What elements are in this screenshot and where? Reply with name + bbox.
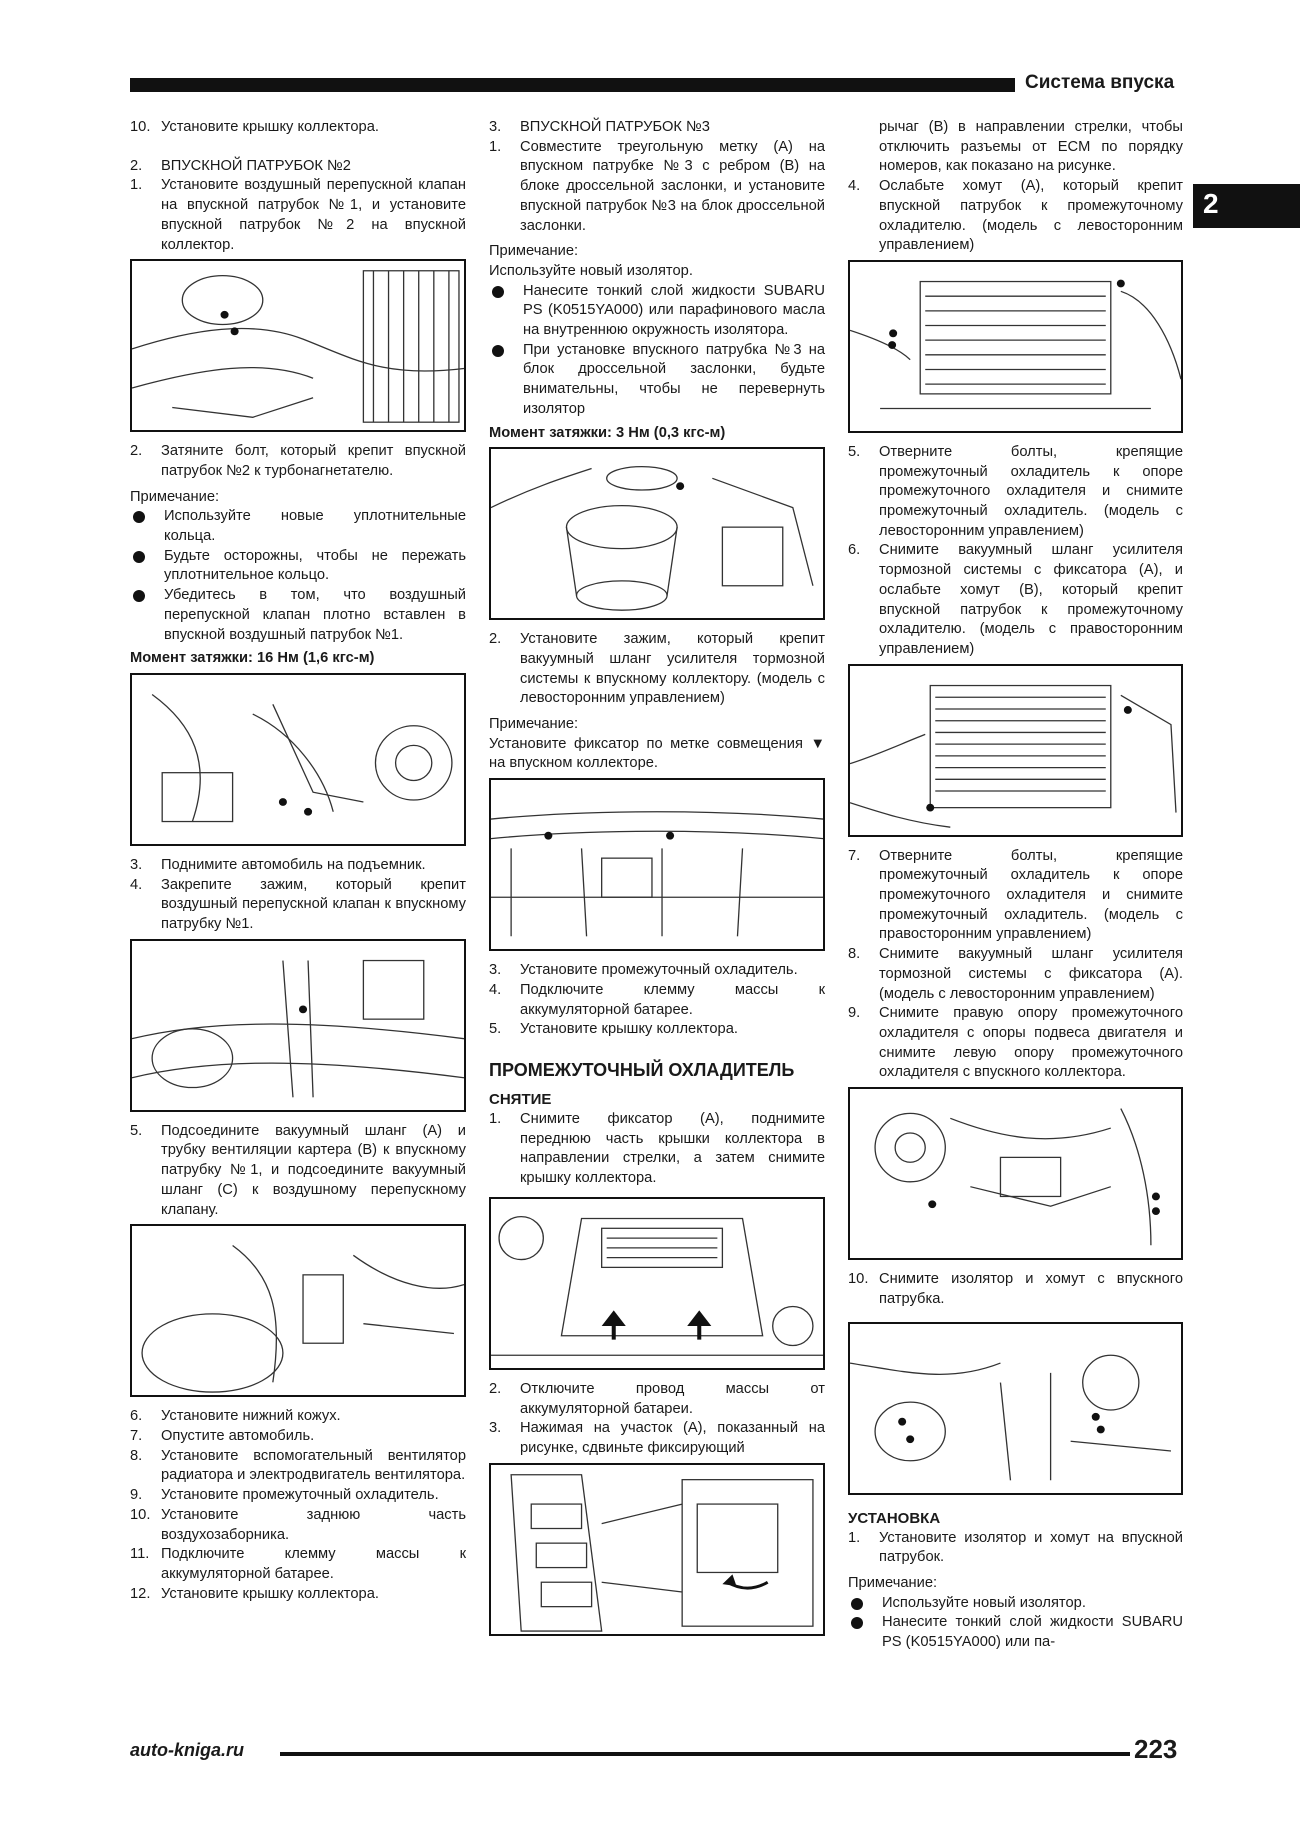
subheading-removal: СНЯТИЕ [489,1090,552,1108]
figure-manifold-cover [489,1197,825,1370]
column-2 [489,118,825,1646]
step: 4. Ослабьте хомут (A), который крепит впускной патрубок к промежуточному охладителю. (модель с левосторонним управлением) [848,178,1183,254]
section-title: Система впуска [1025,72,1175,93]
step: 7. Опустите автомобиль. [130,1427,315,1444]
figure-bypass-clamp [130,939,466,1112]
footer-site: auto-kniga.ru [130,1740,245,1760]
step: 3. Нажимая на участок (A), показанный на рисунке, сдвиньте фиксирующий [489,1420,825,1456]
note-bullet: Будьте осторожны, чтобы не пережать уплотнительное кольцо. [130,547,466,586]
page-number: 223 [1134,1734,1178,1764]
column-1 [130,118,466,1604]
header-rule [130,78,1015,92]
step: 3. Поднимите автомобиль на подъемник. [130,856,426,873]
step: 1. Снимите фиксатор (A), поднимите переднюю часть крышки коллектора в направлении стрелки, а затем снимите крышку коллектора. [489,1110,825,1187]
note-label: Примечание: [130,488,220,505]
footer-rule [280,1752,1130,1756]
step: 1. Установите изолятор и хомут на впускной патрубок. [848,1529,1183,1566]
step: 10. Снимите изолятор и хомут с впускного патрубка. [848,1271,1183,1307]
section-heading: 2. ВПУСКНОЙ ПАТРУБОК №2 [130,157,351,174]
step: 9. Снимите правую опору промежуточного охладителя с опоры подвеса двигателя и снимите левую опору промежуточного охладителя с впускного коллектора. [848,1005,1183,1081]
section-heading-intercooler: ПРОМЕЖУТОЧНЫЙ ОХЛАДИТЕЛЬ [489,1059,795,1080]
step-continuation: рычаг (B) в направлении стрелки, чтобы отключить разъемы от ECM по порядку номеров, как показано на рисунке. [879,119,1183,175]
step: 2. Отключите провод массы от аккумуляторной батареи. [489,1380,825,1417]
step: 3. Установите промежуточный охладитель. [489,962,798,979]
figure-intercooler-support [848,1087,1183,1260]
column-3 [848,118,1183,1653]
step: 12. Установите крышку коллектора. [130,1585,379,1602]
note-label: Примечание: [489,716,579,733]
step: 10. Установите крышку коллектора. [130,119,379,135]
note-label: Примечание: [489,243,579,260]
note-bullet: Используйте новый изолятор. [848,1594,1183,1614]
step: 2. Установите зажим, который крепит вакуумный шланг усилителя тормозной системы к впускному коллектору. (модель с левосторонним управлением) [489,631,825,707]
step: 8. Снимите вакуумный шланг усилителя тормозной системы с фиксатора (A). (модель с левосторонним управлением) [848,946,1183,1002]
figure-intercooler-lhd [848,260,1183,433]
figure-intercooler-rhd [848,664,1183,837]
step: 5. Подсоедините вакуумный шланг (A) и трубку вентиляции картера (B) к впускному патрубку №1, и подсоедините вакуумный шланг (C) к воздушному перепускному клапану. [130,1122,466,1218]
figure-intake-pipe-2 [130,259,466,432]
figure-vacuum-hose [130,1224,466,1397]
step: 2. Затяните болт, который крепит впускной патрубок №2 к турбонагнетателю. [130,443,466,479]
step: 6. Установите нижний кожух. [130,1408,341,1425]
step: 11. Подключите клемму массы к аккумуляторной батарее. [130,1546,466,1582]
step: 9. Установите промежуточный охладитель. [130,1487,439,1504]
torque-spec: Момент затяжки: 3 Нм (0,3 кгс-м) [489,424,726,441]
chapter-tab: 2 [1193,184,1300,228]
section-heading: 3. ВПУСКНОЙ ПАТРУБОК №3 [489,119,710,135]
torque-spec: Момент затяжки: 16 Нм (1,6 кгс-м) [130,650,375,667]
step: 5. Отверните болты, крепящие промежуточный охладитель к опоре промежуточного охладителя и снимите промежуточный охладитель. (модель с левосторонним управлением) [848,443,1183,539]
note-bullet: Нанесите тонкий слой жидкости SUBARU PS (K0515YA000) или па- [848,1613,1183,1652]
note-text: Установите фиксатор по метке совмещения ▼ на впускном коллекторе. [489,735,825,772]
figure-turbo-bolt [130,673,466,846]
note-bullet: Нанесите тонкий слой жидкости SUBARU PS (K0515YA000) или парафинового масла на внутреннюю окружность изолятора. [489,282,825,341]
note-bullet: Убедитесь в том, что воздушный перепускной клапан плотно вставлен в впускной воздушный патрубок №1. [130,586,466,645]
step: 5. Установите крышку коллектора. [489,1021,738,1038]
step: 10. Установите заднюю часть воздухозаборника. [130,1506,466,1543]
step: 4. Подключите клемму массы к аккумуляторной батарее. [489,981,825,1018]
note-label: Примечание: [848,1574,938,1591]
note-bullet: При установке впускного патрубка №3 на блок дроссельной заслонки, будьте внимательны, чтобы не перевернуть изолятор [489,341,825,420]
figure-insulator [848,1322,1183,1495]
subheading-installation: УСТАНОВКА [848,1509,941,1527]
figure-manifold-clamp [489,778,825,951]
figure-ecm-connector [489,1463,825,1636]
step: 7. Отверните болты, крепящие промежуточный охладитель к опоре промежуточного охладителя и снимите промежуточный охладитель. (модель с правосторонним управлением) [848,847,1183,943]
step: 4. Закрепите зажим, который крепит воздушный перепускной клапан к впускному патрубку №1. [130,876,466,933]
note-text: Используйте новый изолятор. [489,262,693,279]
step: 1. Совместите треугольную метку (A) на впускном патрубке №3 с ребром (B) на блоке дроссельной заслонки, и установите впускной патрубок №3 на блок дроссельной заслонки. [489,138,825,234]
note-bullet: Используйте новые уплотнительные кольца. [130,507,466,546]
figure-throttle-body [489,447,825,620]
step: 6. Снимите вакуумный шланг усилителя тормозной системы с фиксатора (A), и ослабьте хомут (B), который крепит впускной патрубок к промежуточному охладителю. (модель с правосторонним управлением) [848,542,1183,657]
step: 1. Установите воздушный перепускной клапан на впускной патрубок №1, и установите впускной патрубок №2 на впускной коллектор. [130,177,466,253]
step: 8. Установите вспомогательный вентилятор радиатора и электродвигатель вентилятора. [130,1447,466,1484]
